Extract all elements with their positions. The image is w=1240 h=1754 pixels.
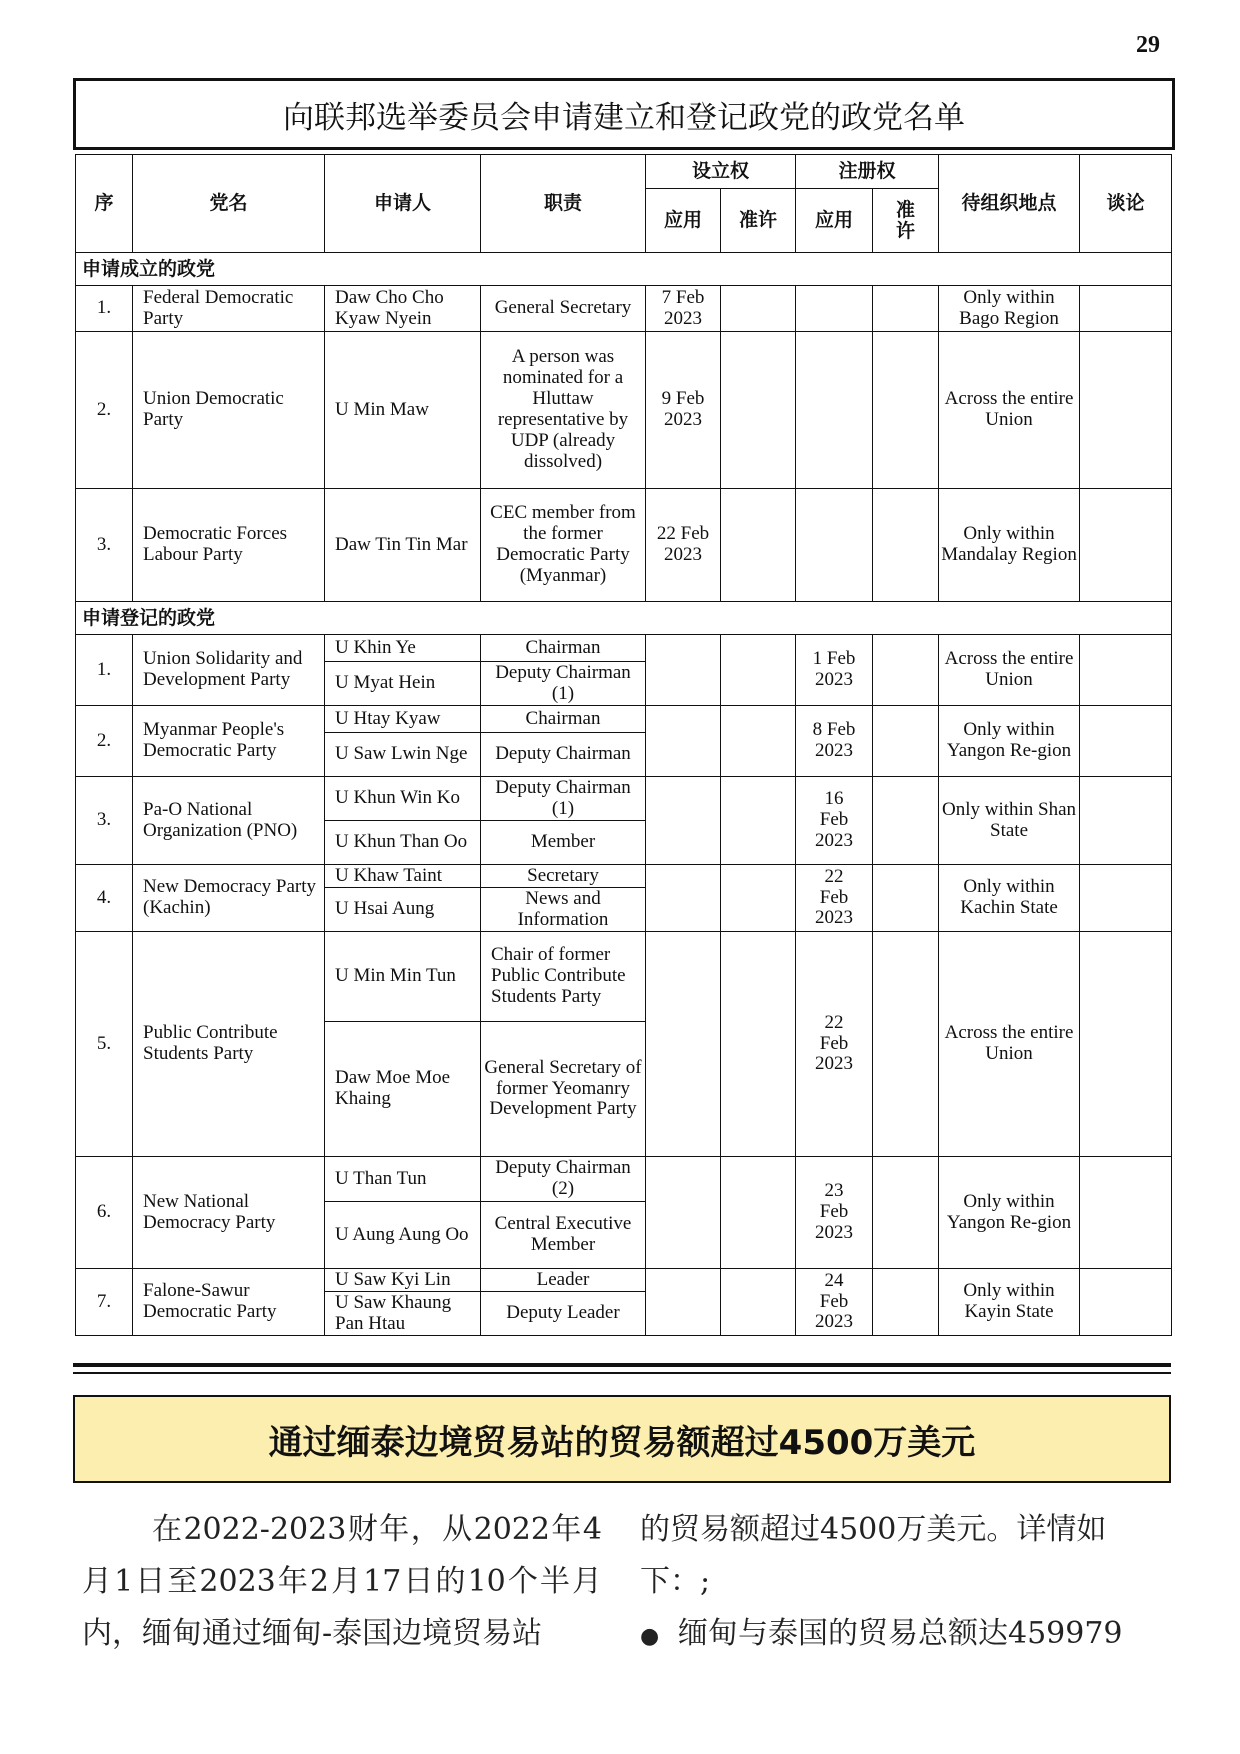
remarks (1080, 865, 1172, 932)
party-name: Public Contribute Students Party (133, 932, 325, 1157)
party-name: Union Democratic Party (133, 332, 325, 489)
remarks (1080, 489, 1172, 602)
reg-apply-date: 24 Feb 2023 (796, 1269, 873, 1336)
applicant-position: Leader (481, 1269, 646, 1292)
applicant-position: Central Executive Member (481, 1202, 646, 1269)
reg-apply-date (796, 332, 873, 489)
reg-approve (873, 1269, 939, 1336)
est-apply-date: 7 Feb 2023 (646, 286, 721, 332)
remarks (1080, 635, 1172, 706)
header-remarks: 谈论 (1080, 155, 1172, 253)
article-column-right (640, 1504, 1170, 1663)
applicant-name: U Khaw Taint (325, 865, 481, 888)
est-approve (721, 286, 796, 332)
applicant-position: Chairman (481, 635, 646, 662)
applicant-position: Chair of former Public Contribute Students Party (481, 932, 646, 1022)
est-approve (721, 1157, 796, 1269)
est-apply-date (646, 777, 721, 865)
page-number: 29 (1136, 32, 1160, 58)
row-no: 3. (76, 777, 133, 865)
table-row (76, 865, 1172, 888)
reg-approve (873, 1157, 939, 1269)
est-apply-date (646, 932, 721, 1157)
applicant-position: Member (481, 821, 646, 865)
applicant-position: Deputy Chairman (1) (481, 777, 646, 821)
news-headline: 通过缅泰边境贸易站的贸易额超过4500万美元 (73, 1395, 1171, 1483)
location: Only within Bago Region (939, 286, 1080, 332)
applicant-position: General Secretary (481, 286, 646, 332)
est-apply-date (646, 1269, 721, 1336)
reg-approve (873, 332, 939, 489)
reg-apply-date: 1 Feb 2023 (796, 635, 873, 706)
header-est-apply: 应用 (646, 189, 721, 253)
header-party-name: 党名 (133, 155, 325, 253)
applicant-position: Deputy Leader (481, 1292, 646, 1336)
table-row (76, 932, 1172, 1022)
remarks (1080, 1157, 1172, 1269)
remarks (1080, 332, 1172, 489)
row-no: 6. (76, 1157, 133, 1269)
party-name: Falone-Sawur Democratic Party (133, 1269, 325, 1336)
location: Only within Yangon Re-gion (939, 706, 1080, 777)
header-applicant: 申请人 (325, 155, 481, 253)
est-approve (721, 865, 796, 932)
row-no: 3. (76, 489, 133, 602)
party-name: Union Solidarity and Development Party (133, 635, 325, 706)
table-row (76, 706, 1172, 733)
est-approve (721, 635, 796, 706)
applicant-name: U Myat Hein (325, 662, 481, 706)
section-title-register: 申请登记的政党 (76, 602, 1172, 635)
est-approve (721, 1269, 796, 1336)
est-apply-date: 9 Feb 2023 (646, 332, 721, 489)
est-approve (721, 706, 796, 777)
reg-apply-date: 22 Feb 2023 (796, 932, 873, 1157)
location: Only within Kayin State (939, 1269, 1080, 1336)
location: Across the entire Union (939, 932, 1080, 1157)
reg-approve (873, 865, 939, 932)
bullet-icon: ● (640, 1624, 660, 1649)
reg-approve (873, 635, 939, 706)
table-bottom-rule (73, 1363, 1171, 1367)
bullet-text: 缅甸与泰国的贸易总额达459979 (678, 1616, 1123, 1651)
section-title-establish: 申请成立的政党 (76, 253, 1172, 286)
reg-approve (873, 706, 939, 777)
applicant-name: U Khin Ye (325, 635, 481, 662)
applicant-name: U Khun Than Oo (325, 821, 481, 865)
applicant-name: U Min Min Tun (325, 932, 481, 1022)
applicant-name: U Hsai Aung (325, 888, 481, 932)
row-no: 2. (76, 332, 133, 489)
party-name: Democratic Forces Labour Party (133, 489, 325, 602)
est-apply-date (646, 865, 721, 932)
applicant-position: Deputy Chairman (1) (481, 662, 646, 706)
article-paragraph-right: 的贸易额超过4500万美元。详情如下：; (640, 1512, 1107, 1599)
row-no: 1. (76, 286, 133, 332)
reg-approve (873, 777, 939, 865)
reg-apply-date: 16 Feb 2023 (796, 777, 873, 865)
party-name: Myanmar People's Democratic Party (133, 706, 325, 777)
location: Across the entire Union (939, 635, 1080, 706)
party-name: New National Democracy Party (133, 1157, 325, 1269)
reg-approve (873, 489, 939, 602)
article-paragraph-left: 在2022-2023财年，从2022年4月1日至2023年2月17日的10个半月内，缅甸通过缅甸-泰国边境贸易站 (82, 1512, 602, 1651)
reg-approve (873, 286, 939, 332)
remarks (1080, 777, 1172, 865)
est-apply-date: 22 Feb 2023 (646, 489, 721, 602)
applicant-position: Chairman (481, 706, 646, 733)
location: Only within Shan State (939, 777, 1080, 865)
reg-apply-date (796, 286, 873, 332)
applicant-position: A person was nominated for a Hluttaw representative by UDP (already dissolved) (481, 332, 646, 489)
applicant-position: Secretary (481, 865, 646, 888)
row-no: 4. (76, 865, 133, 932)
table-row (76, 635, 1172, 662)
header-establishment-right: 设立权 (646, 155, 796, 189)
header-location: 待组织地点 (939, 155, 1080, 253)
applicant-position: CEC member from the former Democratic Party (Myanmar) (481, 489, 646, 602)
applicant-name: Daw Cho Cho Kyaw Nyein (325, 286, 481, 332)
header-reg-apply: 应用 (796, 189, 873, 253)
est-approve (721, 489, 796, 602)
applicant-name: U Khun Win Ko (325, 777, 481, 821)
header-est-approve: 准许 (721, 189, 796, 253)
location: Only within Yangon Re-gion (939, 1157, 1080, 1269)
location: Only within Mandalay Region (939, 489, 1080, 602)
table-row (76, 286, 1172, 332)
applicant-name: U Saw Lwin Nge (325, 733, 481, 777)
est-approve (721, 932, 796, 1157)
party-table (75, 154, 1172, 1336)
location: Across the entire Union (939, 332, 1080, 489)
applicant-name: U Saw Khaung Pan Htau (325, 1292, 481, 1336)
party-name: Federal Democratic Party (133, 286, 325, 332)
remarks (1080, 706, 1172, 777)
applicant-position: Deputy Chairman (481, 733, 646, 777)
applicant-name: U Min Maw (325, 332, 481, 489)
row-no: 1. (76, 635, 133, 706)
header-position: 职责 (481, 155, 646, 253)
row-no: 2. (76, 706, 133, 777)
header-reg-approve: 准许 (873, 189, 939, 253)
table-title: 向联邦选举委员会申请建立和登记政党的政党名单 (73, 78, 1175, 150)
reg-apply-date: 23 Feb 2023 (796, 1157, 873, 1269)
table-row (76, 489, 1172, 602)
reg-apply-date: 8 Feb 2023 (796, 706, 873, 777)
applicant-name: U Htay Kyaw (325, 706, 481, 733)
table-row (76, 777, 1172, 821)
reg-apply-date: 22 Feb 2023 (796, 865, 873, 932)
party-name: New Democracy Party (Kachin) (133, 865, 325, 932)
header-no: 序 (76, 155, 133, 253)
reg-approve (873, 932, 939, 1157)
applicant-position: Deputy Chairman (2) (481, 1157, 646, 1202)
remarks (1080, 286, 1172, 332)
table-row (76, 1269, 1172, 1292)
applicant-name: U Than Tun (325, 1157, 481, 1202)
row-no: 5. (76, 932, 133, 1157)
remarks (1080, 1269, 1172, 1336)
applicant-name: Daw Moe Moe Khaing (325, 1022, 481, 1157)
reg-apply-date (796, 489, 873, 602)
est-approve (721, 332, 796, 489)
table-row (76, 332, 1172, 489)
party-name: Pa-O National Organization (PNO) (133, 777, 325, 865)
row-no: 7. (76, 1269, 133, 1336)
location: Only within Kachin State (939, 865, 1080, 932)
applicant-position: News and Information (481, 888, 646, 932)
est-apply-date (646, 1157, 721, 1269)
bullet-item (640, 1608, 1170, 1663)
applicant-name: U Aung Aung Oo (325, 1202, 481, 1269)
remarks (1080, 932, 1172, 1157)
applicant-name: Daw Tin Tin Mar (325, 489, 481, 602)
applicant-name: U Saw Kyi Lin (325, 1269, 481, 1292)
table-bottom-rule-thin (73, 1372, 1171, 1374)
header-registration-right: 注册权 (796, 155, 939, 189)
table-row (76, 1157, 1172, 1202)
est-apply-date (646, 706, 721, 777)
est-apply-date (646, 635, 721, 706)
applicant-position: General Secretary of former Yeomanry Development Party (481, 1022, 646, 1157)
est-approve (721, 777, 796, 865)
